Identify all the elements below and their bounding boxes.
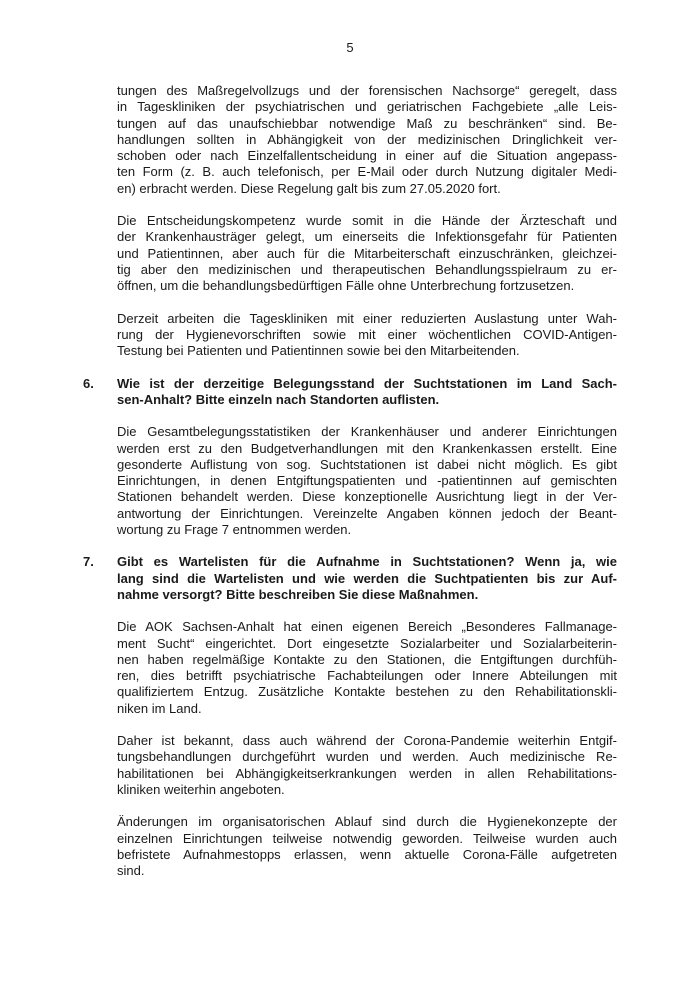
paragraph (117, 311, 617, 360)
text-line: Gibt es Wartelisten für die Aufnahme in Suchtstationen? Wenn ja, wie (117, 554, 617, 570)
text-line: tungen des Maßregelvollzugs und der forensischen Nachsorge“ geregelt, dass (117, 83, 617, 98)
page-number: 5 (346, 40, 354, 55)
text-line: qualifiziertem Entzug. Zusätzliche Kontakte bestehen zu den Rehabilitationskli- (117, 684, 617, 700)
text-line: habilitationen bei Abhängigkeitserkrankungen werden in allen Rehabilitations- (117, 765, 617, 781)
text-line: der Krankenhausträger gelegt, um einerseits die Infektionsgefahr für Patienten (117, 229, 617, 245)
text-line: nen haben regelmäßige Kontakte zu den Stationen, die Entgiftungen durchfüh- (117, 651, 617, 667)
text-line: befristete Aufnahmestopps erlassen, wenn aktuelle Corona-Fälle aufgetreten (117, 846, 617, 862)
paragraph (117, 619, 617, 717)
text-line: Die Entscheidungskompetenz wurde somit in die Hände der Ärzteschaft und (117, 213, 617, 228)
text-line: nahme versorgt? Bitte beschreiben Sie diese Maßnahmen. (117, 586, 479, 602)
paragraph (117, 83, 617, 197)
text-line: wortung zu Frage 7 entnommen werden. (117, 521, 352, 537)
text-line: Einrichtungen, in denen Entgiftungspatienten und -patientinnen auf gemischten (117, 473, 617, 488)
paragraph (117, 814, 617, 879)
text-line: en) erbracht werden. Diese Regelung galt bis zum 27.05.2020 fort. (117, 180, 501, 196)
text-line: antwortung der Einrichtungen. Vereinzelte Angaben können jedoch der Beant- (117, 505, 617, 521)
question-number: 6. (83, 375, 94, 391)
text-line: Daher ist bekannt, dass auch während der Corona-Pandemie weiterhin Entgif- (117, 733, 617, 748)
question-number: 7. (83, 554, 94, 570)
document-content (83, 83, 617, 896)
text-line: Die Gesamtbelegungsstatistiken der Krankenhäuser und anderer Einrichtungen (117, 424, 617, 440)
text-line: sind. (117, 863, 145, 878)
text-line: tungen auf das unaufschiebbar notwendige Maß zu beschränken“ sind. Be- (117, 115, 617, 131)
text-line: ment Sucht“ eingerichtet. Dort eingesetzte Sozialarbeiter und Sozialarbeiterin- (117, 635, 617, 651)
question-block (83, 375, 617, 409)
text-line: Stationen behandelt werden. Diese konzeptionelle Ausrichtung liegt in der Ver- (117, 489, 617, 505)
text-line: Die AOK Sachsen-Anhalt hat einen eigenen Bereich „Besonderes Fallmanage- (117, 619, 617, 635)
text-line: lang sind die Wartelisten und wie werden die Suchtpatienten bis zur Auf- (117, 570, 617, 586)
text-line: gesonderte Auflistung von sog. Suchtstationen ist dabei nicht möglich. Es gibt (117, 456, 617, 472)
paragraph (117, 424, 617, 538)
text-line: Wie ist der derzeitige Belegungsstand der Suchtstationen im Land Sach- (117, 375, 617, 391)
text-line: in Tageskliniken der psychiatrischen und geriatrischen Fachgebiete „alle Leis- (117, 99, 617, 115)
text-line: Testung bei Patienten und Patientinnen sowie bei den Mitarbeitenden. (117, 343, 520, 358)
paragraph (117, 733, 617, 798)
text-line: sen-Anhalt? Bitte einzeln nach Standorten auflisten. (117, 391, 440, 407)
text-line: schoben oder nach Einzelfallentscheidung in einer auf die Situation angepass- (117, 148, 617, 163)
text-line: einzelnen Einrichtungen teilweise notwendig geworden. Teilweise wurden auch (117, 830, 617, 846)
text-line: ten Form (z. B. auch telefonisch, per E-Mail oder durch Nutzung digitaler Medi- (117, 164, 617, 180)
text-line: tig aber den medizinischen und therapeutischen Behandlungsspielraum zu er- (117, 261, 617, 277)
text-line: handlungen sollten in Abhängigkeit von der medizinischen Dringlichkeit ver- (117, 131, 617, 147)
text-line: öffnen, um die behandlungsbedürftigen Fälle ohne Unterbrechung fortzusetzen. (117, 278, 575, 293)
text-line: tungsbehandlungen durchgeführt wurden und werden. Auch medizinische Re- (117, 749, 617, 765)
text-line: kliniken weiterhin angeboten. (117, 781, 285, 797)
text-line: und Patientinnen, aber auch für die Mitarbeiterschaft einzuschränken, gleichzei- (117, 245, 617, 261)
text-line: ren, dies betrifft psychiatrische Fachabteilungen oder Innere Abteilungen mit (117, 668, 617, 683)
question-block (83, 554, 617, 603)
paragraph (117, 213, 617, 294)
text-line: werden erst zu den Budgetverhandlungen mit den Krankenkassen erstellt. Eine (117, 440, 617, 456)
text-line: Derzeit arbeiten die Tageskliniken mit einer reduzierten Auslastung unter Wah- (117, 310, 617, 326)
text-line: niken im Land. (117, 700, 202, 716)
text-line: rung der Hygienevorschriften sowie mit einer wöchentlichen COVID-Antigen- (117, 326, 617, 342)
text-line: Änderungen im organisatorischen Ablauf sind durch die Hygienekonzepte der (117, 814, 617, 830)
